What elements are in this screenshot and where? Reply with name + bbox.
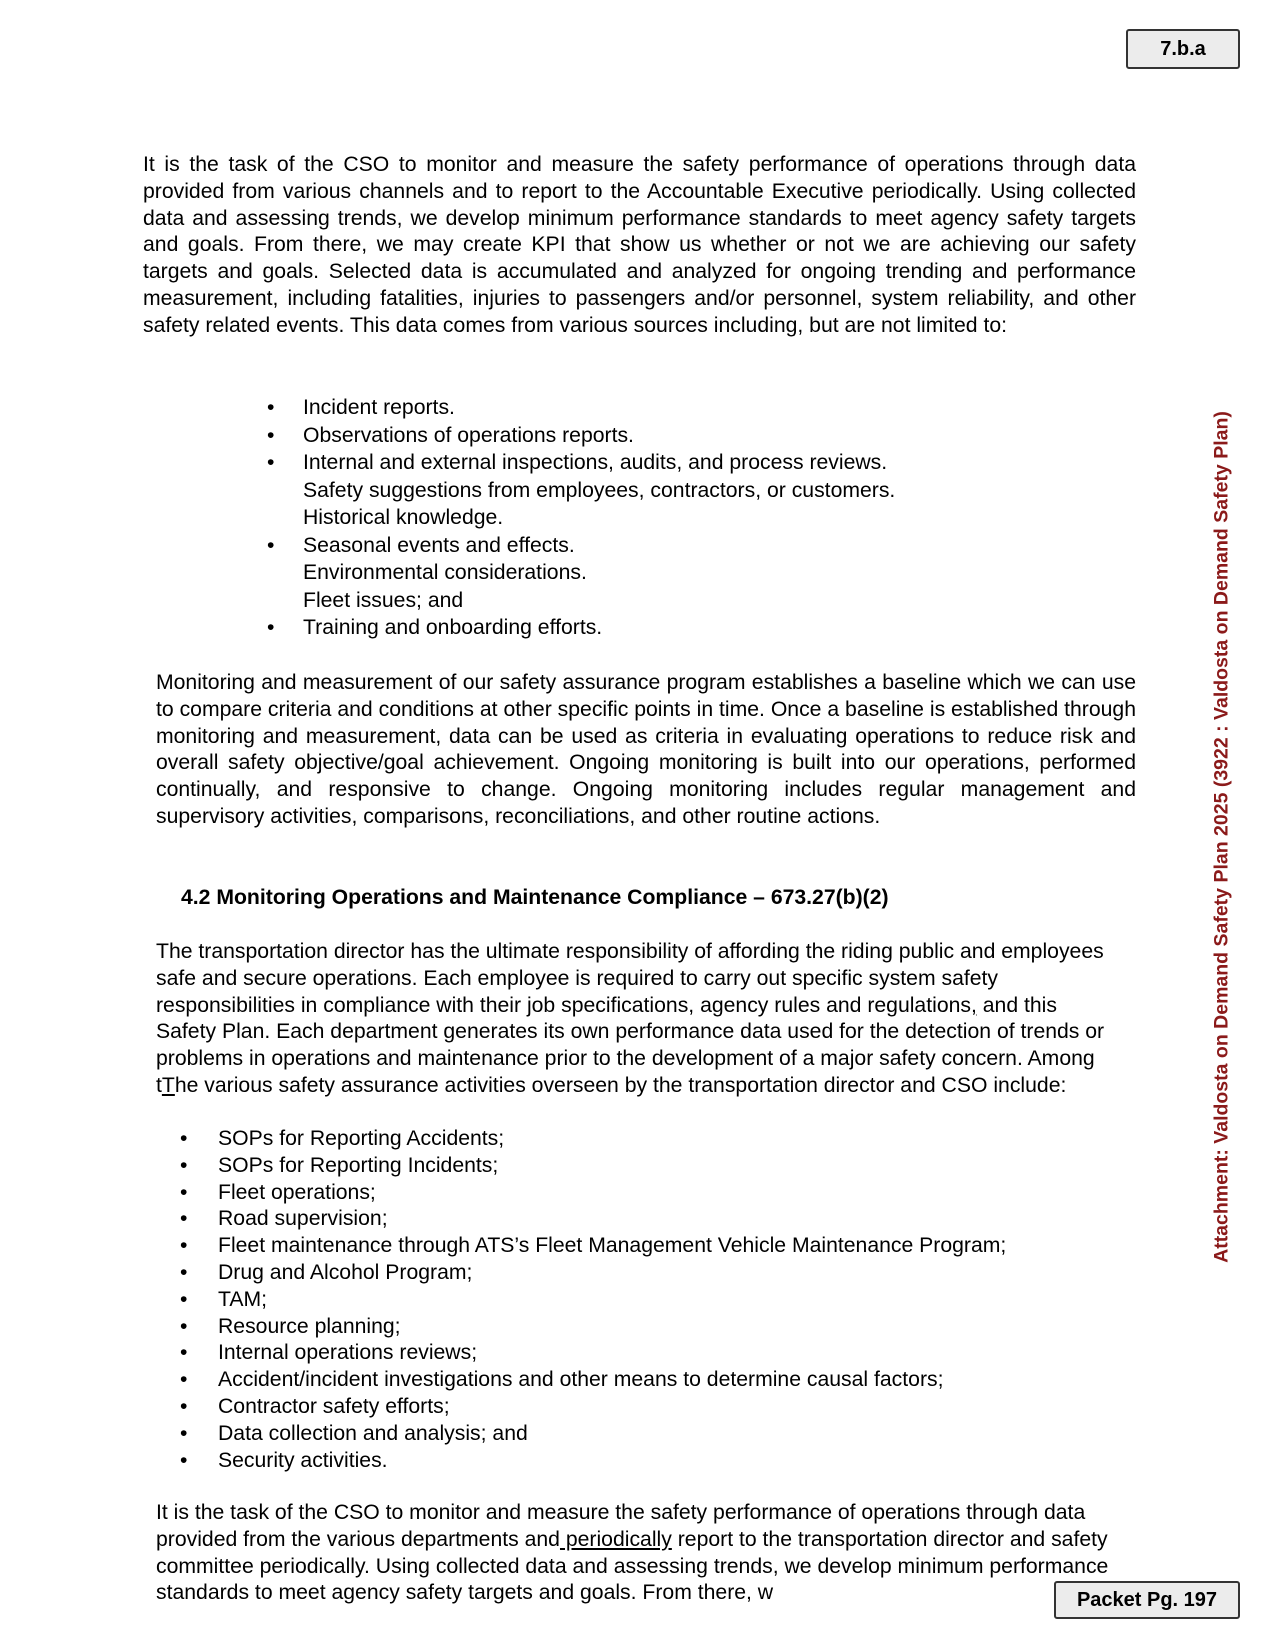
list-item-text: Incident reports.	[303, 396, 455, 419]
bullet-glyph: •	[180, 1180, 188, 1204]
list-item	[180, 1448, 1006, 1475]
list-item-text: Seasonal events and effects.	[303, 533, 575, 557]
list-item	[267, 394, 895, 422]
data-sources-list	[267, 394, 895, 642]
list-item	[180, 1421, 1006, 1448]
list-item	[180, 1233, 1006, 1260]
list-item-text: Safety suggestions from employees, contractors, or customers.	[303, 478, 896, 502]
bullet-glyph: •	[180, 1153, 188, 1177]
list-item-text: Resource planning;	[218, 1314, 401, 1338]
tracked-change-letter: T	[161, 1073, 175, 1097]
bullet-glyph: •	[180, 1287, 188, 1311]
list-item-text: Contractor safety efforts;	[218, 1394, 450, 1418]
closing-text-part: report to the transportation director and safety committee periodically. Using collected data and assessing trends, we develop minimum performance standards to meet agency safety targets and goals. From there, w	[156, 1527, 1109, 1605]
bullet-glyph: •	[267, 616, 275, 639]
list-item	[180, 1260, 1006, 1287]
packet-page-badge: Packet Pg. 197	[1054, 1581, 1240, 1619]
section-badge: 7.b.a	[1126, 29, 1240, 69]
bullet-glyph: •	[180, 1394, 188, 1418]
list-item-text: Fleet maintenance through ATS’s Fleet Management Vehicle Maintenance Program;	[218, 1234, 1007, 1258]
attachment-side-label: Attachment: Valdosta on Demand Safety Plan 2025 (3922 : Valdosta on Demand Safety Plan)	[1210, 411, 1233, 1263]
intro-paragraph: It is the task of the CSO to monitor and measure the safety performance of operations through data provided from various channels and to report to the Accountable Executive periodically. Using collected data and assessing trends, we develop minimum performance standards to meet agency safety targets and goals. From there, we may create KPI that show us whether or not we are achieving our safety targets and goals. Selected data is accumulated and analyzed for ongoing trending and performance measurement, including fatalities, injuries to passengers and/or personnel, system reliability, and other safety related events. This data comes from various sources including, but are not limited to:	[143, 153, 1136, 337]
list-item-text: SOPs for Reporting Incidents;	[218, 1153, 499, 1177]
list-item-text: Observations of operations reports.	[303, 423, 634, 447]
list-item	[267, 504, 895, 532]
closing-text-part: It is the task of the CSO to monitor and measure the safety performance of operations through data provided from the various departments and	[156, 1501, 1086, 1551]
list-item-text: Data collection and analysis; and	[218, 1421, 528, 1445]
bullet-glyph: •	[180, 1260, 188, 1284]
list-item-text: TAM;	[218, 1287, 268, 1311]
list-item-text: Drug and Alcohol Program;	[218, 1260, 473, 1284]
list-item	[180, 1287, 1006, 1314]
compliance-text-part: The transportation director has the ultimate responsibility of affording the riding public and employees safe and secure operations. Each employee is required to carry out specific system safety responsibilities in compliance with their job specifications, agency rules and regulations	[156, 940, 1104, 1017]
bullet-glyph: •	[267, 451, 275, 474]
bullet-glyph: •	[180, 1368, 188, 1392]
compliance-text-part: he various safety assurance activities overseen by the transportation director and CSO include:	[174, 1073, 1067, 1097]
list-item	[267, 477, 895, 505]
list-item-text: Internal operations reviews;	[218, 1341, 478, 1365]
list-item	[267, 587, 895, 615]
bullet-glyph: •	[180, 1314, 188, 1338]
list-item	[180, 1367, 1006, 1394]
list-item	[267, 422, 895, 450]
bullet-glyph: •	[180, 1341, 188, 1365]
list-item-text: Internal and external inspections, audits, and process reviews.	[303, 451, 888, 474]
list-item-text: Road supervision;	[218, 1207, 388, 1231]
list-item	[267, 449, 895, 477]
monitoring-paragraph: Monitoring and measurement of our safety assurance program establishes a baseline which we can use to compare criteria and conditions at other specific points in time. Once a baseline is established through monitoring and measurement, data can be used as criteria in evaluating operations to reduce risk and overall safety objective/goal achievement. Ongoing monitoring is built into our operations, performed continually, and responsive to change. Ongoing monitoring includes regular management and supervisory activities, comparisons, reconciliations, and other routine actions.	[156, 671, 1136, 828]
compliance-paragraph	[156, 939, 1116, 1100]
list-item	[180, 1126, 1006, 1153]
bullet-glyph: •	[267, 423, 275, 447]
list-item	[180, 1153, 1006, 1180]
list-item	[180, 1340, 1006, 1367]
bullet-glyph: •	[267, 396, 275, 419]
list-item-text: Security activities.	[218, 1448, 388, 1472]
list-item	[180, 1314, 1006, 1341]
list-item	[180, 1206, 1006, 1233]
list-item-text: Training and onboarding efforts.	[303, 616, 603, 639]
bullet-glyph: •	[180, 1207, 188, 1231]
list-item	[267, 614, 895, 642]
tracked-change-comma: ,	[970, 993, 977, 1017]
list-item-text: SOPs for Reporting Accidents;	[218, 1127, 505, 1150]
list-item	[267, 559, 895, 587]
list-item	[180, 1394, 1006, 1421]
bullet-glyph: •	[180, 1127, 188, 1150]
list-item	[180, 1180, 1006, 1207]
bullet-glyph: •	[180, 1421, 188, 1445]
list-item	[267, 532, 895, 560]
list-item-text: Historical knowledge.	[303, 506, 504, 529]
list-item-text: Fleet issues; and	[303, 588, 464, 612]
closing-paragraph	[156, 1500, 1136, 1607]
list-item-text: Environmental considerations.	[303, 561, 587, 584]
list-item-text: Fleet operations;	[218, 1180, 376, 1204]
tracked-change-insertion: periodically	[559, 1527, 672, 1551]
bullet-glyph: •	[180, 1234, 188, 1258]
bullet-glyph: •	[180, 1448, 188, 1472]
bullet-glyph: •	[267, 533, 275, 557]
section-heading: 4.2 Monitoring Operations and Maintenance Compliance – 673.27(b)(2)	[181, 886, 889, 909]
compliance-text-part: and this Safety Plan. Each department generates its own performance data used for the detection of trends or problems in operations and maintenance prior to the development of a major safety concern. Among t	[156, 993, 1105, 1097]
list-item-text: Accident/incident investigations and other means to determine causal factors;	[218, 1368, 944, 1392]
assurance-activities-list	[180, 1126, 1006, 1474]
